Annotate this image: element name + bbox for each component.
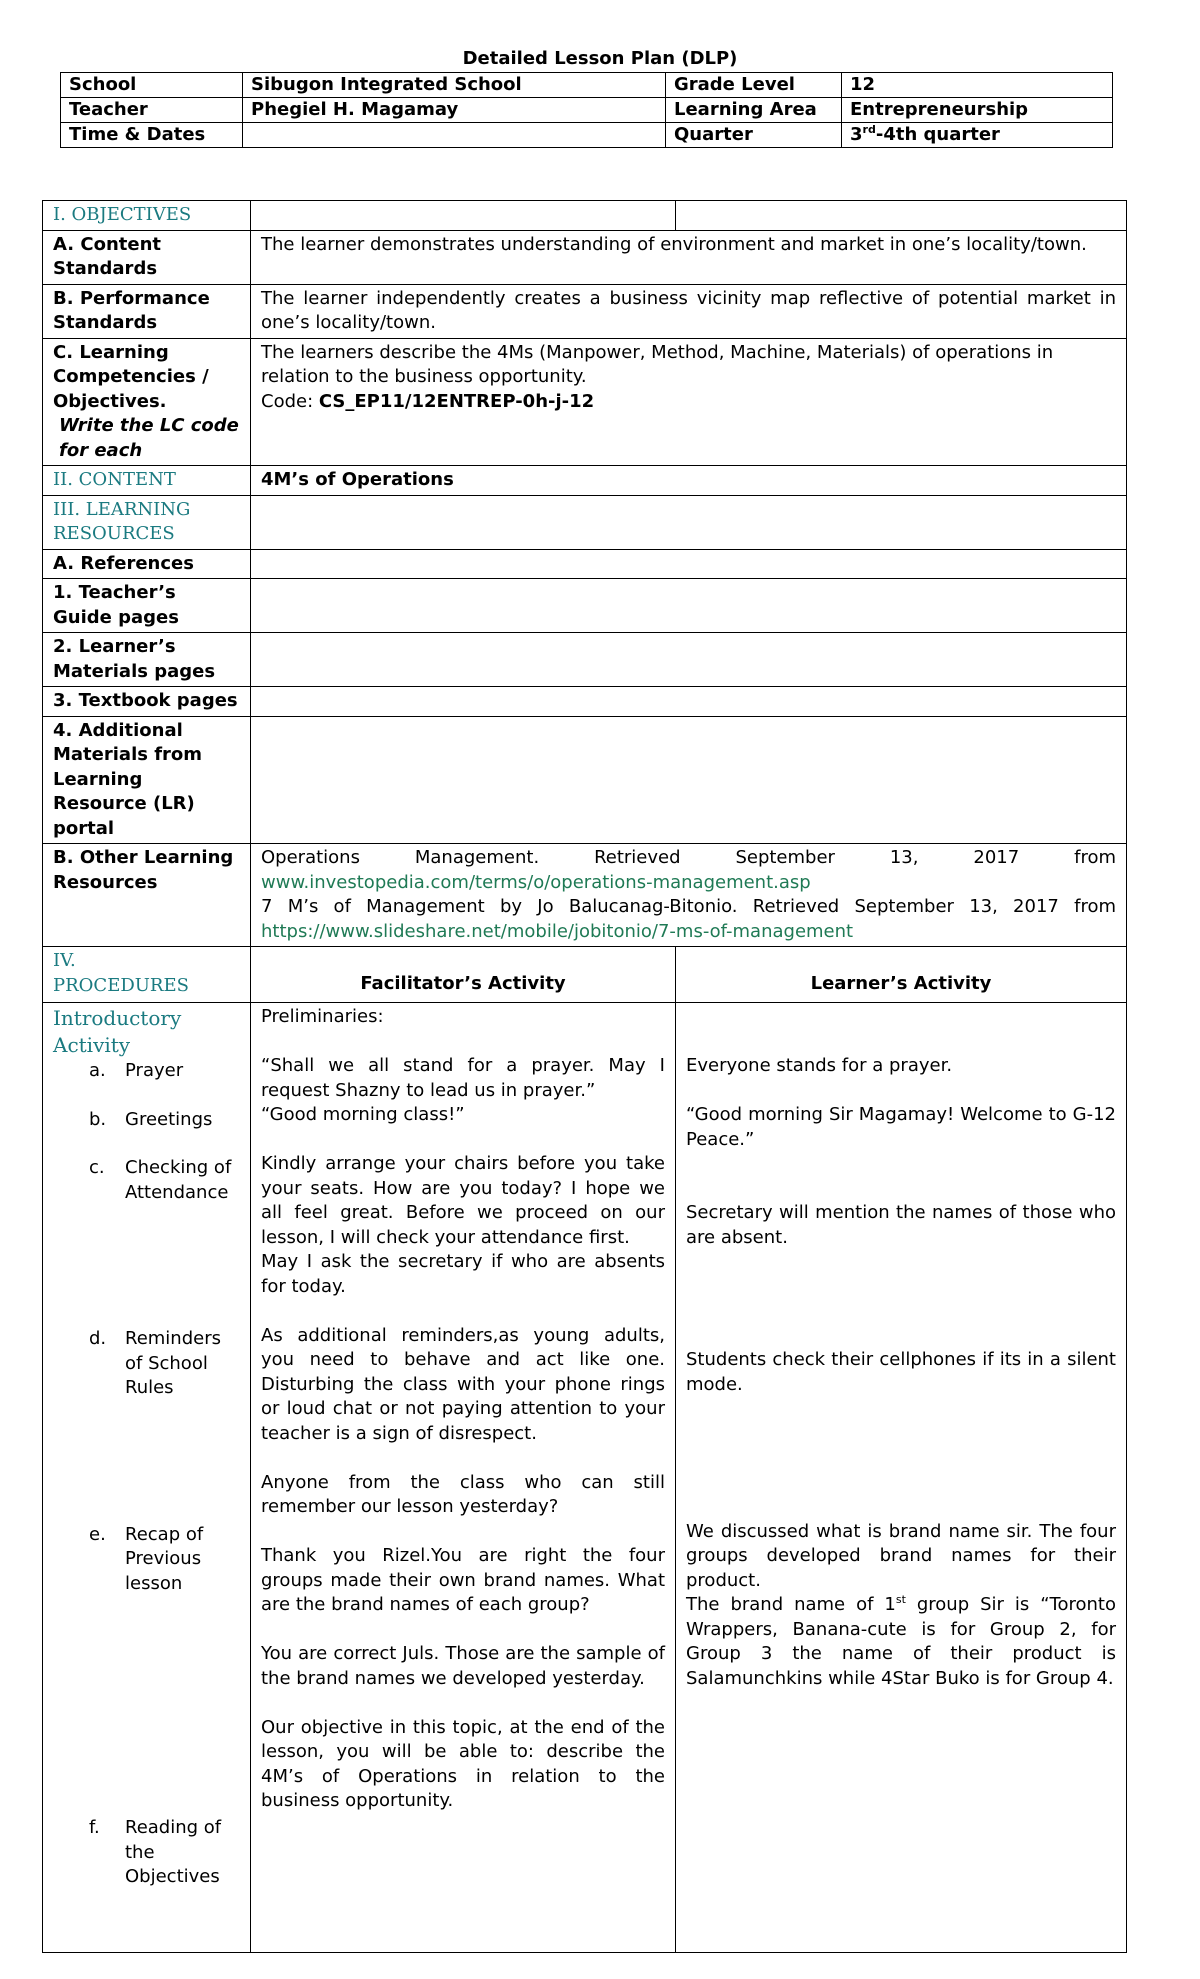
resources-heading: III. LEARNING RESOURCES — [43, 495, 251, 549]
teacher-value: Phegiel H. Magamay — [243, 98, 666, 123]
procedures-number: IV. — [53, 950, 76, 971]
teachers-guide-label: 1. Teacher’s Guide pages — [43, 579, 251, 633]
other-resources-label: B. Other Learning Resources — [43, 844, 251, 947]
performance-standards-text: The learner independently creates a business vicinity map reflective of potential market in one’s locality/town. — [251, 284, 1127, 338]
quarter-value — [842, 123, 1113, 148]
procedures-title: PROCEDURES — [53, 974, 189, 996]
facilitator-recap-3: You are correct Juls. Those are the sample of the brand names we developed yesterday. — [261, 1643, 665, 1689]
grade-value: 12 — [842, 73, 1113, 98]
facilitator-header: Facilitator’s Activity — [251, 947, 676, 1003]
facilitator-reminders: As additional reminders,as young adults, you need to behave and act like one. Disturbing the class with your phone rings or loud chat or not paying attention to your teacher is a sign of disrespect. — [261, 1324, 665, 1444]
facilitator-attendance-2: May I ask the secretary if who are absents for today. — [261, 1251, 665, 1297]
learner-reminders: Students check their cellphones if its in a silent mode. — [686, 1349, 1116, 1395]
competencies-label: C. Learning Competencies / Objectives. — [53, 341, 209, 412]
references-label: A. References — [43, 549, 251, 579]
facilitator-recap-2: Thank you Rizel.You are right the four groups made their own brand names. What are the brand names of each group? — [261, 1545, 665, 1615]
grade-label: Grade Level — [666, 73, 842, 98]
learner-recap-1: We discussed what is brand name sir. The four groups developed brand names for their product. — [686, 1520, 1116, 1591]
other-resource-link-2[interactable]: https://www.slideshare.net/mobile/jobitonio/7-ms-of-management — [261, 920, 854, 942]
additional-materials-label: 4. Additional Materials from Learning Resource (LR) portal — [43, 716, 251, 844]
step-recap: e. Recap of Previous lesson — [89, 1523, 204, 1594]
area-value: Entrepreneurship — [842, 98, 1113, 123]
content-heading: II. CONTENT — [43, 466, 251, 496]
other-resource-1: Operations Management. Retrieved September 13, 2017 from — [261, 847, 1116, 868]
competencies-note: Write the LC code for each — [59, 415, 239, 461]
learner-recap-2a: The brand name of 1 — [686, 1594, 896, 1615]
learner-recap-2 — [686, 1593, 1116, 1691]
quarter-label: Quarter — [666, 123, 842, 148]
procedure-steps — [43, 1003, 251, 1953]
header-table — [60, 72, 1113, 148]
lc-code-value: CS_EP11/12ENTREP-0h-j-12 — [318, 390, 595, 412]
quarter-number: 3 — [850, 124, 863, 145]
step-reminders: d. Reminders of School Rules — [89, 1328, 221, 1398]
facilitator-activity — [251, 1003, 676, 1953]
preliminaries: Preliminaries: — [261, 1006, 384, 1027]
introductory-activity-label: Introductory Activity — [53, 1006, 182, 1057]
content-value: 4M’s of Operations — [251, 466, 1127, 496]
step-attendance: c. Checking of Attendance — [89, 1157, 232, 1203]
objectives-heading: I. OBJECTIVES — [43, 201, 251, 231]
learner-prayer: Everyone stands for a prayer. — [686, 1055, 953, 1076]
school-label: School — [61, 73, 243, 98]
learners-materials-label: 2. Learner’s Materials pages — [43, 633, 251, 687]
learner-attendance: Secretary will mention the names of those who are absent. — [686, 1202, 1116, 1248]
learner-greeting: “Good morning Sir Magamay! Welcome to G-12 Peace.” — [686, 1104, 1116, 1150]
lesson-plan-table — [42, 200, 1127, 1953]
other-resource-2: 7 M’s of Management by Jo Balucanag-Bitonio. Retrieved September 13, 2017 from — [261, 896, 1116, 917]
teacher-label: Teacher — [61, 98, 243, 123]
learner-header: Learner’s Activity — [676, 947, 1127, 1003]
facilitator-recap-1: Anyone from the class who can still remember our lesson yesterday? — [261, 1471, 665, 1517]
area-label: Learning Area — [666, 98, 842, 123]
competencies-text: The learners describe the 4Ms (Manpower, Method, Machine, Materials) of operations in relation to the business opportunity. — [261, 341, 1054, 387]
facilitator-objectives: Our objective in this topic, at the end of the lesson, you will be able to: describe the 4M’s of Operations in relation to the business opportunity. — [261, 1716, 665, 1811]
other-resource-link-1[interactable]: www.investopedia.com/terms/o/operations-management.asp — [261, 871, 811, 893]
lc-code-label: Code: — [261, 390, 319, 412]
learner-recap-2b: group Sir is “Toronto Wrappers, Banana-cute is for Group 2, for Group 3 the name of their product is Salamunchkins while 4Star Buko is for Group 4. — [686, 1594, 1116, 1689]
quarter-rest: -4th quarter — [875, 124, 1000, 145]
content-standards-text: The learner demonstrates understanding of environment and market in one’s locality/town. — [251, 230, 1127, 284]
time-value — [243, 123, 666, 148]
content-standards-label: A. Content Standards — [43, 230, 251, 284]
facilitator-attendance: Kindly arrange your chairs before you take your seats. How are you today? I hope we all feel great. Before we proceed on our lesson, I will check your attendance first. — [261, 1153, 665, 1248]
learner-activity — [676, 1003, 1127, 1953]
step-prayer: a. Prayer — [89, 1060, 184, 1081]
school-value: Sibugon Integrated School — [243, 73, 666, 98]
time-label: Time & Dates — [61, 123, 243, 148]
quarter-suffix: rd — [862, 123, 876, 136]
performance-standards-label: B. Performance Standards — [43, 284, 251, 338]
procedures-heading — [43, 947, 251, 1003]
textbook-label: 3. Textbook pages — [43, 687, 251, 717]
document-title: Detailed Lesson Plan (DLP) — [462, 48, 738, 69]
facilitator-greeting: “Good morning class!” — [261, 1104, 465, 1125]
step-objectives: f. Reading of the Objectives — [89, 1817, 222, 1887]
lc-code — [261, 390, 1116, 415]
learner-recap-2-sup: st — [895, 1593, 906, 1606]
facilitator-prayer: “Shall we all stand for a prayer. May I request Shazny to lead us in prayer.” — [261, 1055, 665, 1101]
step-greetings: b. Greetings — [89, 1108, 213, 1130]
